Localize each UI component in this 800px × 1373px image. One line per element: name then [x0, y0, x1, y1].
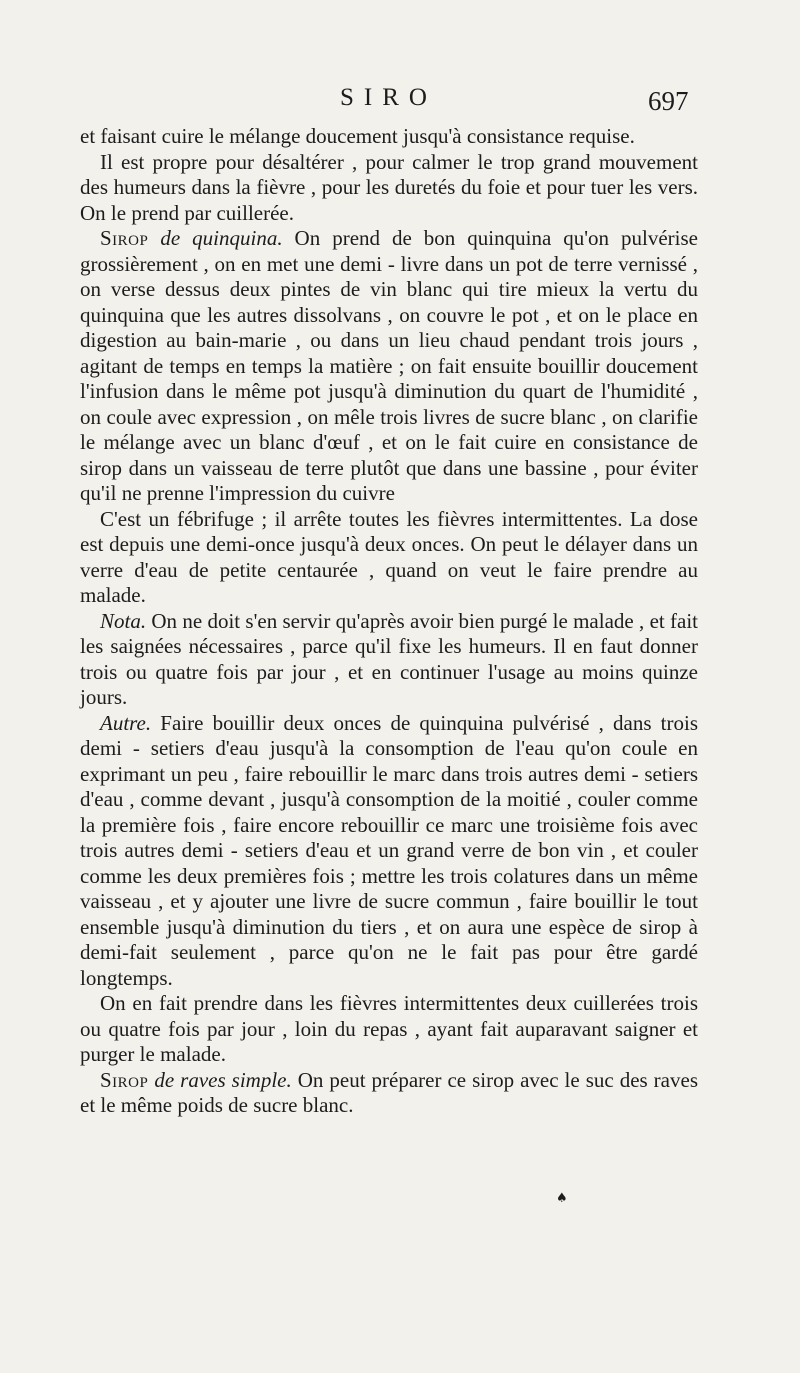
- paragraph: C'est un fébrifuge ; il arrête toutes les fièvres intermittentes. La dose est depuis une demi-once jusqu'à deux onces. On peut le délayer dans un verre d'eau de petite centaurée , quand on veut le faire prendre au malade.: [80, 506, 698, 607]
- running-header: [0, 84, 800, 124]
- entry-term: de quinquina.: [160, 226, 283, 250]
- entry-head: Sirop: [100, 1067, 149, 1092]
- entry-head: Sirop: [100, 226, 149, 250]
- paragraph: Il est propre pour désaltérer , pour calmer le trop grand mouvement des humeurs dans la fièvre , pour les duretés du foie et pour tuer les vers. On le prend par cuillerée.: [80, 149, 698, 225]
- page-body: [80, 124, 698, 1119]
- running-title: SIRO: [340, 84, 437, 111]
- page-number: 697: [648, 86, 689, 116]
- entry-term: de raves simple.: [154, 1067, 292, 1092]
- entry-quinquina: Sirop de quinquina. On prend de bon quinquina qu'on pulvérise grossièrement , on en met une demi - livre dans un pot de terre vernissé , on verse dessus deux pintes de vin blanc qui tire mieux la vertu du quinquina que les autres dissolvans , on couvre le pot , et on le place en digestion au bain-marie , ou dans un lieu chaud pendant trois jours , agitant de temps en temps la matière ; on fait ensuite bouillir doucement l'infusion dans le même pot jusqu'à diminution du quart de l'humidité , on coule avec expression , on mêle trois livres de sucre blanc , on clarifie le mélange avec un blanc d'œuf , et on le fait cuire en consistance de sirop dans un vaisseau de terre plutôt que dans une bassine , pour éviter qu'il ne prenne l'impression du cuivre: [80, 226, 698, 505]
- entry-raves: Sirop de raves simple. On peut préparer ce sirop avec le suc des raves et le même poids de sucre blanc.: [80, 1067, 698, 1117]
- paragraph-autre: Autre. Faire bouillir deux onces de quinquina pulvérisé , dans trois demi - setiers d'eau jusqu'à la consomption de l'eau qu'on coule en exprimant un peu , faire rebouillir le marc dans trois autres demi - setiers d'eau , comme devant , jusqu'à consomption de la moitié , couler comme la première fois , faire encore rebouillir ce marc une troisième fois avec trois autres demi - setiers d'eau et un grand verre de bon vin , et couler comme les deux premières fois ; mettre les trois colatures dans un même vaisseau , et y ajouter une livre de sucre commun , faire bouillir le tout ensemble jusqu'à diminution du tiers , et on aura une espèce de sirop à demi-fait seulement , parce qu'on ne le fait pas pour être gardé longtemps.: [80, 710, 698, 990]
- paragraph-nota: Nota. On ne doit s'en servir qu'après avoir bien purgé le malade , et fait les saignées nécessaires , parce qu'il fixe les humeurs. Il en faut donner trois ou quatre fois par jour , et en continuer l'usage au moins quinze jours.: [80, 608, 698, 709]
- paragraph: On en fait prendre dans les fièvres intermittentes deux cuillerées trois ou quatre fois par jour , loin du repas , ayant fait auparavant saigner et purger le malade.: [80, 991, 698, 1066]
- ornament-mark: ♠: [556, 1191, 568, 1206]
- entry-term: Autre.: [100, 710, 152, 735]
- entry-term: Nota.: [100, 608, 147, 633]
- paragraph: et faisant cuire le mélange doucement jusqu'à consistance requise.: [80, 124, 635, 148]
